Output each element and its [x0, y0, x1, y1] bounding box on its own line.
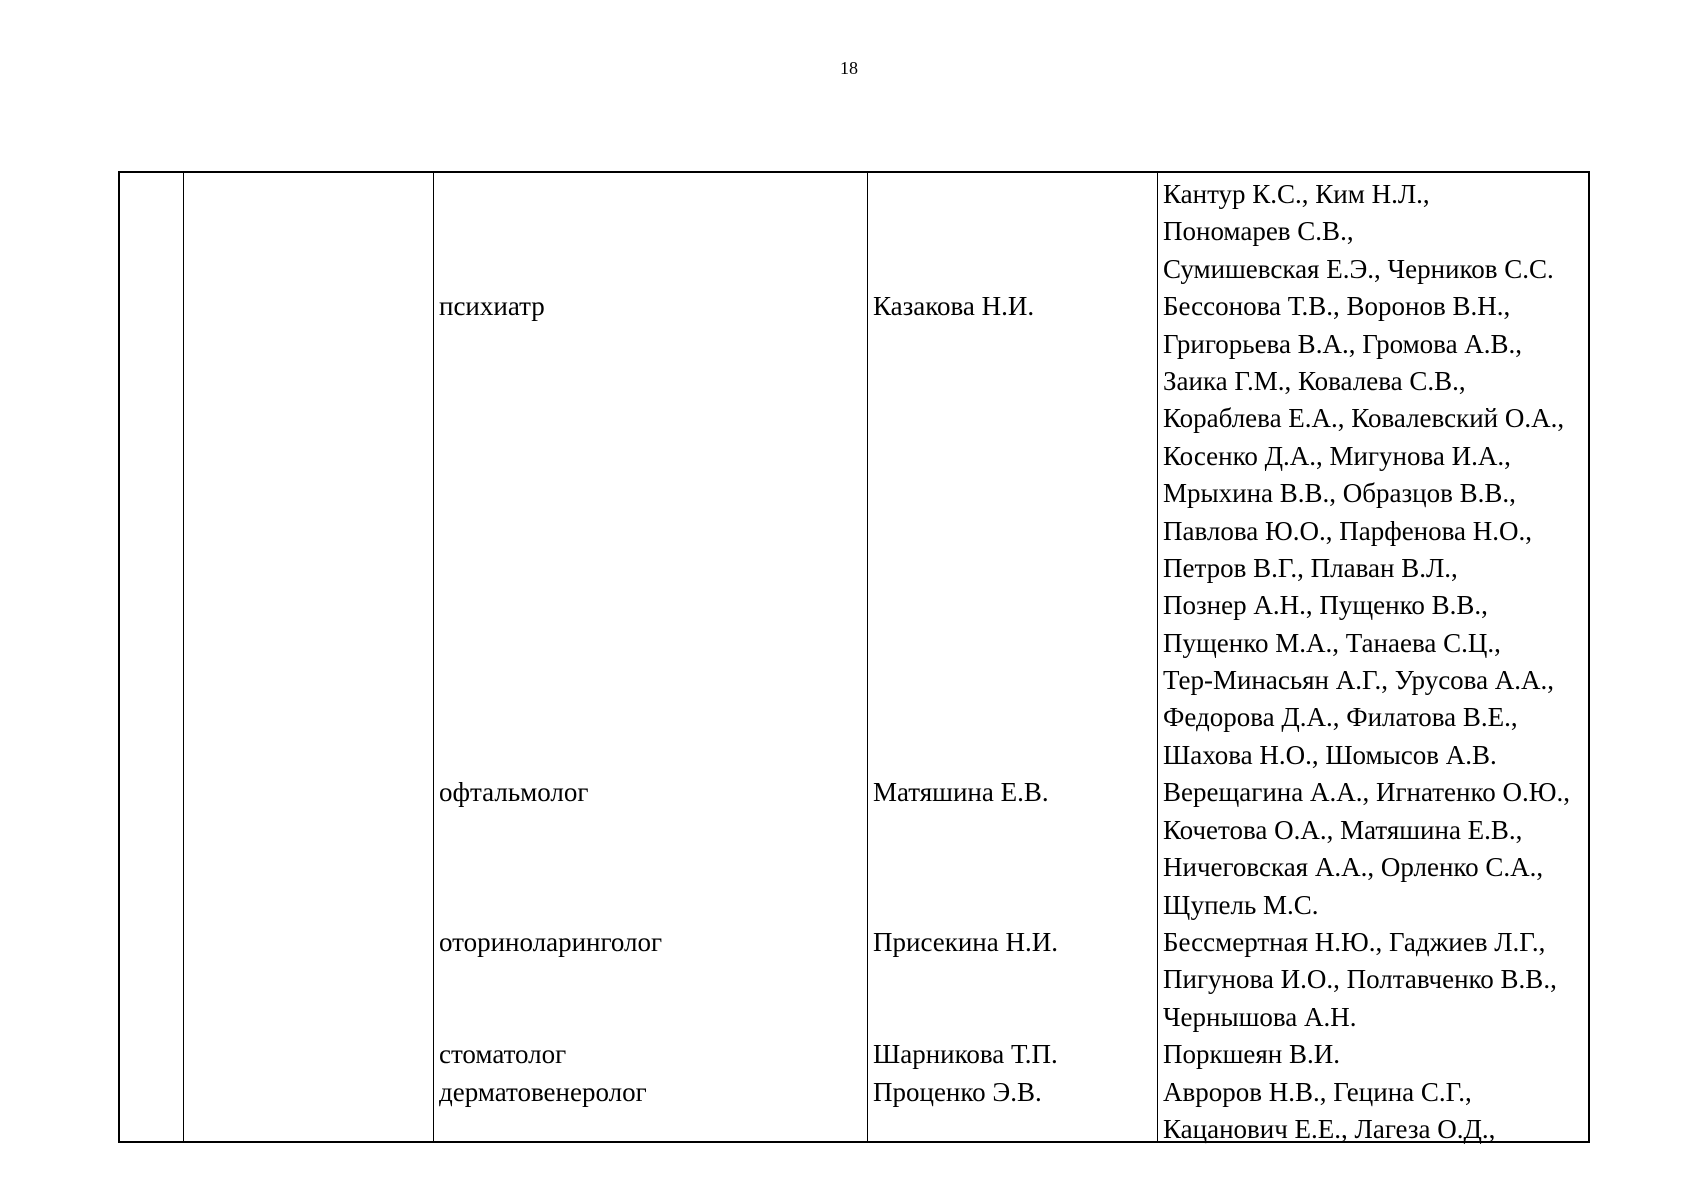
member-line: Кораблева Е.А., Ковалевский О.А., — [1163, 403, 1565, 434]
members-cell — [1163, 288, 1564, 774]
commission-table — [118, 171, 1590, 1143]
member-line: Пигунова И.О., Полтавченко В.В., — [1163, 964, 1557, 995]
head-specialist-cell: Присекина Н.И. — [873, 927, 1058, 957]
member-line: Чернышова А.Н. — [1163, 1001, 1357, 1032]
member-line: Петров В.Г., Плаван В.Л., — [1163, 552, 1458, 583]
head-specialist-cell: Проценко Э.В. — [873, 1076, 1042, 1107]
specialty-cell: дерматовенеролог — [439, 1076, 647, 1107]
page-number: 18 — [840, 58, 858, 78]
member-line: Федорова Д.А., Филатова В.Е., — [1163, 702, 1518, 733]
member-line: Тер-Минасьян А.Г., Урусова А.А., — [1163, 665, 1555, 696]
member-line: Поркшеян В.И. — [1163, 1039, 1341, 1070]
member-line: Верещагина А.А., Игнатенко О.Ю., — [1163, 777, 1570, 808]
member-line: Бессонова Т.В., Воронов В.Н., — [1163, 291, 1511, 322]
member-line: Бессмертная Н.Ю., Гаджиев Л.Г., — [1163, 927, 1546, 957]
head-specialist-cell: Казакова Н.И. — [873, 291, 1035, 322]
member-line: Григорьева В.А., Громова А.В., — [1163, 328, 1523, 359]
members-cell — [1163, 774, 1570, 924]
member-line: Ничеговская А.А., Орленко С.А., — [1163, 852, 1544, 883]
member-line: Кочетова О.А., Матяшина Е.В., — [1163, 814, 1523, 845]
members-cell — [1163, 1036, 1340, 1073]
members-cell — [1163, 924, 1557, 1036]
member-line: Заика Г.М., Ковалева С.В., — [1163, 365, 1466, 396]
member-line: Пономарев С.В., — [1163, 216, 1354, 247]
member-line: Павлова Ю.О., Парфенова Н.О., — [1163, 515, 1533, 546]
column-divider — [183, 173, 184, 1141]
member-line: Мрыхина В.В., Образцов В.В., — [1163, 478, 1516, 509]
member-line: Кантур К.С., Ким Н.Л., — [1163, 179, 1430, 209]
member-line: Кацанович Е.Е., Лагеза О.Д., — [1163, 1113, 1496, 1144]
column-divider — [867, 173, 868, 1141]
column-divider — [1157, 173, 1158, 1141]
member-line: Познер А.Н., Пущенко В.В., — [1163, 590, 1488, 621]
head-specialist-cell: Матяшина Е.В. — [873, 777, 1049, 808]
member-line: Пущенко М.А., Танаева С.Ц., — [1163, 627, 1501, 658]
head-specialist-cell: Шарникова Т.П. — [873, 1039, 1058, 1070]
specialty-cell: оториноларинголог — [439, 927, 663, 957]
member-line: Шахова Н.О., Шомысов А.В. — [1163, 739, 1497, 770]
member-line: Щупель М.С. — [1163, 889, 1319, 920]
member-line: Сумишевская Е.Э., Черников С.С. — [1163, 253, 1554, 284]
member-line: Авроров Н.В., Гецина С.Г., — [1163, 1076, 1472, 1107]
specialty-cell: стоматолог — [439, 1039, 567, 1070]
column-divider — [433, 173, 434, 1141]
members-cell — [1163, 176, 1554, 288]
specialty-cell: офтальмолог — [439, 777, 589, 808]
member-line: Косенко Д.А., Мигунова И.А., — [1163, 440, 1511, 471]
specialty-cell: психиатр — [439, 291, 545, 322]
members-cell — [1163, 1074, 1495, 1149]
